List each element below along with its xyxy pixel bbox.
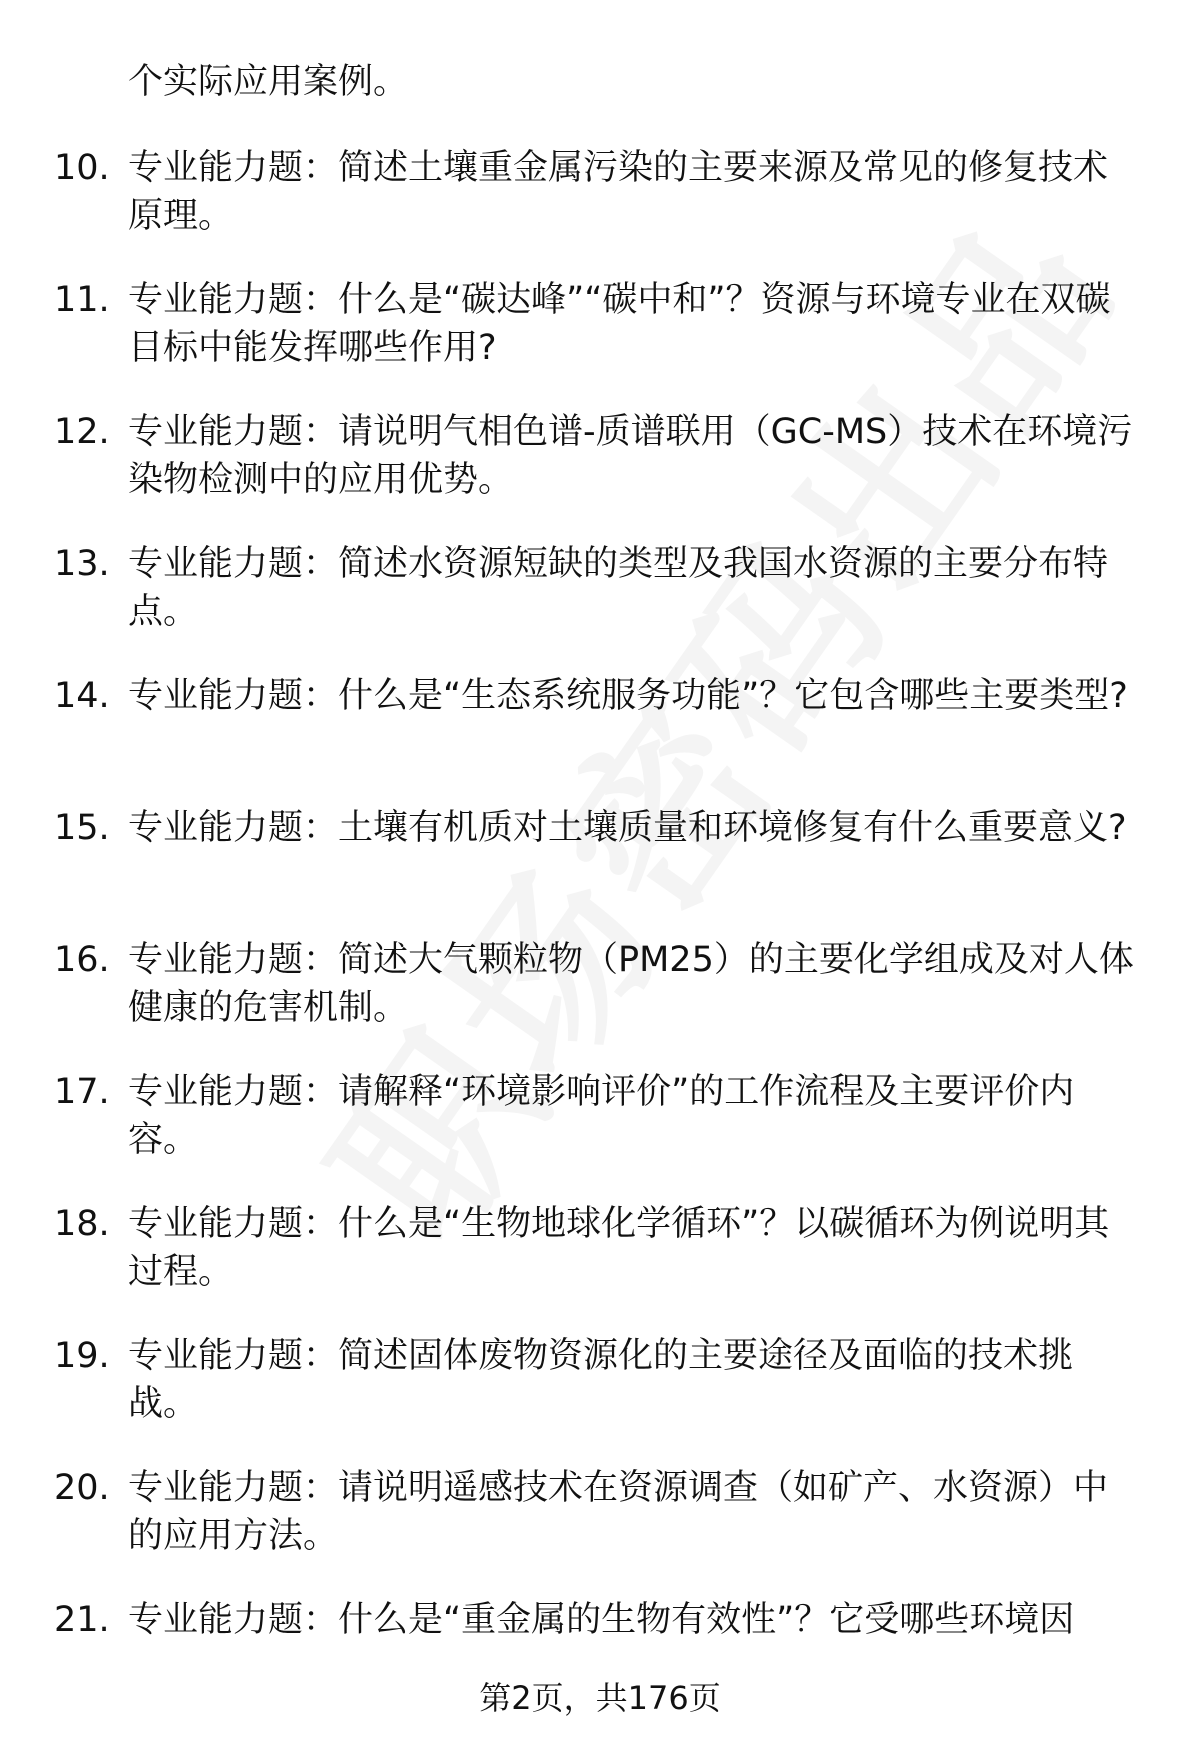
question-number: 18. (54, 1204, 110, 1244)
continuation-line: 个实际应用案例。 (128, 62, 409, 102)
question-text: 专业能力题：请解释“环境影响评价”的工作流程及主要评价内容。 (128, 1072, 1075, 1160)
list-item (0, 408, 1200, 540)
question-text: 专业能力题：什么是“生物地球化学循环”？以碳循环为例说明其过程。 (128, 1204, 1110, 1292)
list-item (0, 540, 1200, 672)
question-text: 专业能力题：请说明气相色谱-质谱联用（GC-MS）技术在环境污染物检测中的应用优势。 (128, 412, 1133, 500)
question-text: 专业能力题：什么是“生态系统服务功能”？它包含哪些主要类型? (128, 676, 1128, 716)
question-number: 15. (54, 808, 110, 848)
question-text: 专业能力题：简述水资源短缺的类型及我国水资源的主要分布特点。 (128, 544, 1109, 632)
question-text: 专业能力题：请说明遥感技术在资源调查（如矿产、水资源）中的应用方法。 (128, 1468, 1109, 1556)
list-item (0, 144, 1200, 276)
question-text: 专业能力题：简述土壤重金属污染的主要来源及常见的修复技术原理。 (128, 148, 1109, 236)
question-number: 16. (54, 940, 110, 980)
list-item (0, 804, 1200, 936)
question-number: 12. (54, 412, 110, 452)
question-number: 13. (54, 544, 110, 584)
list-item (0, 1200, 1200, 1332)
question-list (0, 144, 1200, 1728)
question-text: 专业能力题：土壤有机质对土壤质量和环境修复有什么重要意义? (128, 808, 1127, 848)
question-number: 11. (54, 280, 110, 320)
list-item (0, 1332, 1200, 1464)
question-number: 14. (54, 676, 110, 716)
question-text: 专业能力题：什么是“重金属的生物有效性”？它受哪些环境因 (128, 1600, 1075, 1640)
page-number: 第2页，共176页 (479, 1679, 721, 1717)
question-number: 10. (54, 148, 110, 188)
question-number: 20. (54, 1468, 110, 1508)
question-number: 17. (54, 1072, 110, 1112)
list-item (0, 936, 1200, 1068)
question-text: 专业能力题：简述大气颗粒物（PM25）的主要化学组成及对人体健康的危害机制。 (128, 940, 1134, 1028)
list-item (0, 1464, 1200, 1596)
list-item (0, 276, 1200, 408)
question-number: 21. (54, 1600, 110, 1640)
question-text: 专业能力题：什么是“碳达峰”“碳中和”？资源与环境专业在双碳目标中能发挥哪些作用? (128, 280, 1111, 368)
question-number: 19. (54, 1336, 110, 1376)
question-text: 专业能力题：简述固体废物资源化的主要途径及面临的技术挑战。 (128, 1336, 1074, 1424)
list-item (0, 672, 1200, 804)
list-item (0, 1068, 1200, 1200)
